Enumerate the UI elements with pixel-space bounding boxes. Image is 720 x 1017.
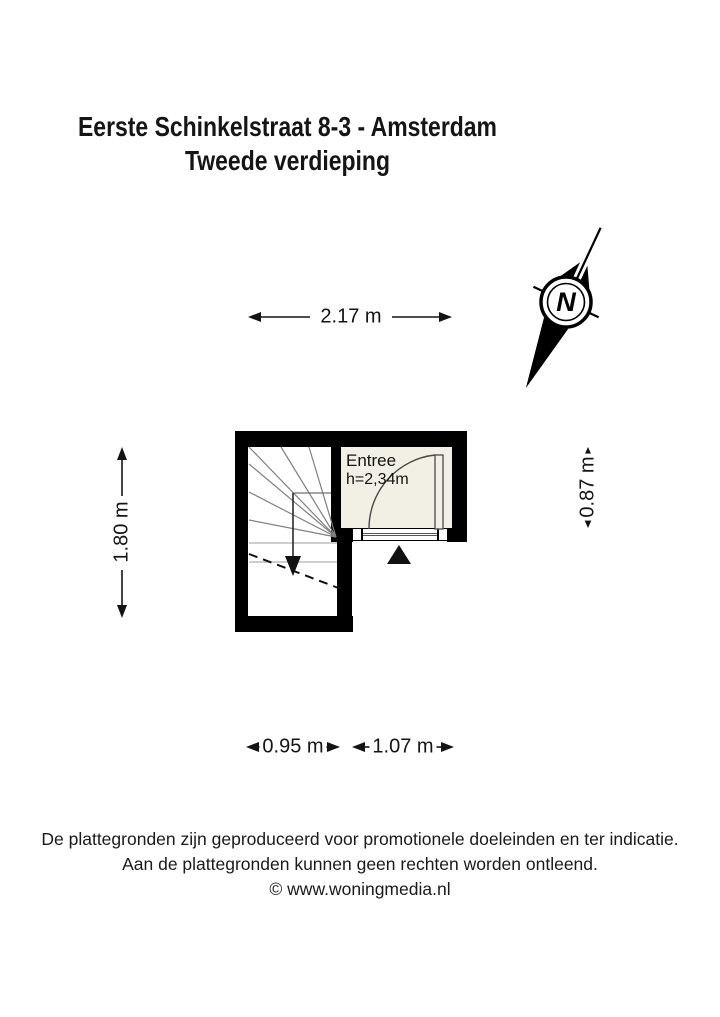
compass-letter: N (556, 287, 576, 317)
dim-bottom-right: 1.07 m (369, 736, 436, 759)
dim-right: 0.87 m (577, 453, 600, 520)
dim-bottom-left: 0.95 m (259, 736, 326, 759)
room-height-entree: h=2,34m (346, 471, 409, 488)
title-address: Eerste Schinkelstraat 8-3 - Amsterdam (78, 111, 497, 142)
disclaimer (0, 827, 720, 902)
dim-left: 1.80 m (111, 498, 134, 565)
room-name-entree: Entree (346, 451, 397, 470)
copyright-line: © www.woningmedia.nl (269, 879, 451, 899)
title-floor: Tweede verdieping (185, 145, 390, 176)
dim-top: 2.17 m (317, 306, 384, 329)
disclaimer-line-1: De plattegronden zijn geproduceerd voor promotionele doeleinden en ter indicatie. (41, 829, 679, 849)
disclaimer-line-2: Aan de plattegronden kunnen geen rechten worden ontleend. (122, 854, 598, 874)
